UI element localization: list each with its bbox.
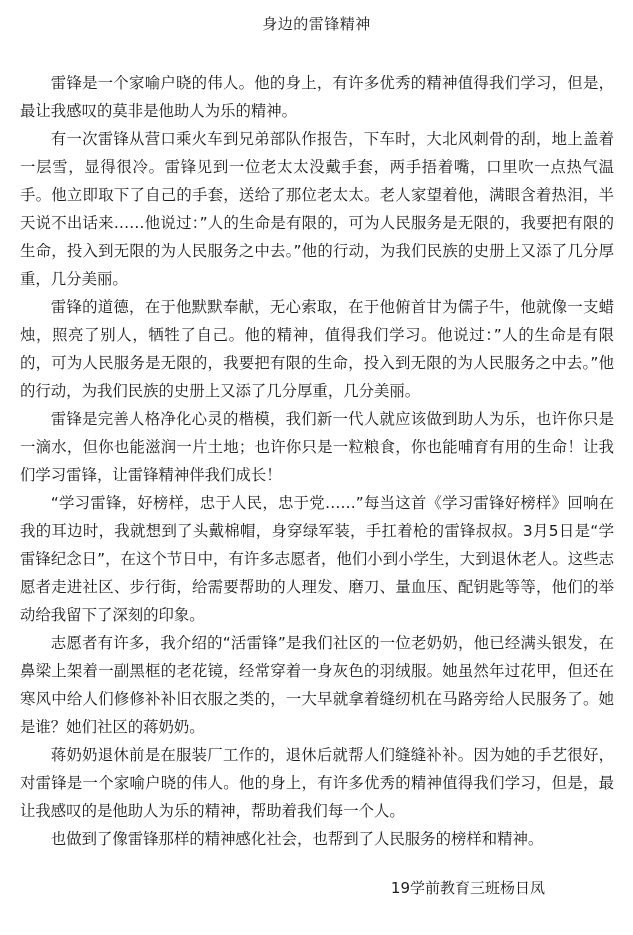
document-body bbox=[20, 69, 614, 853]
paragraph: 志愿者有许多，我介绍的“活雷锋”是我们社区的一位老奶奶，他已经满头银发，在鼻梁上架着一副黑框的老花镜，经常穿着一身灰色的羽绒服。她虽然年过花甲，但还在寒风中给人们修修补补旧衣服之类的，一大早就拿着缝纫机在马路旁给人民服务了。她是谁？她们社区的蒋奶奶。 bbox=[20, 634, 614, 736]
paragraph: 雷锋的道德，在于他默默奉献，无心索取，在于他俯首甘为儒子牛，他就像一支蜡烛，照亮了别人，牺牲了自己。他的精神，值得我们学习。他说过：”人的生命是有限的，可为人民服务是无限的，我要把有限的生命，投入到无限的为人民服务之中去。”他的行动，为我们民族的史册上又添了几分厚重，几分美丽。 bbox=[20, 298, 614, 400]
paragraph: 雷锋是完善人格净化心灵的楷模，我们新一代人就应该做到助人为乐，也许你只是一滴水，但你也能滋润一片土地；也许你只是一粒粮食，你也能哺育有用的生命！让我们学习雷锋，让雷锋精神伴我们成长！ bbox=[20, 410, 614, 484]
paragraph: 蒋奶奶退休前是在服装厂工作的，退休后就帮人们缝缝补补。因为她的手艺很好，对雷锋是一个家喻户晓的伟人。他的身上，有许多优秀的精神值得我们学习，但是，最让我感叹的是他助人为乐的精神，帮助着我们每一个人。 bbox=[20, 746, 614, 820]
paragraph: 也做到了像雷锋那样的精神感化社会，也帮到了人民服务的榜样和精神。 bbox=[50, 830, 544, 848]
author-signature: 19学前教育三班杨日凤 bbox=[390, 879, 545, 897]
document-title: 身边的雷锋精神 bbox=[262, 15, 371, 33]
paragraph: “学习雷锋，好榜样，忠于人民，忠于党……”每当这首《学习雷锋好榜样》回响在我的耳边时，我就想到了头戴棉帽，身穿绿军装，手扛着枪的雷锋叔叔。3月5日是“学雷锋纪念日”，在这个节日中，有许多志愿者，他们小到小学生，大到退休老人。这些志愿者走进社区、步行街，给需要帮助的人理发、磨刀、量血压、配钥匙等等，他们的举动给我留下了深刻的印象。 bbox=[20, 494, 614, 624]
paragraph: 有一次雷锋从营口乘火车到兄弟部队作报告，下车时，大北风刺骨的刮，地上盖着一层雪，显得很冷。雷锋见到一位老太太没戴手套，两手捂着嘴，口里吹一点热气温手。他立即取下了自己的手套，送给了那位老太太。老人家望着他，满眼含着热泪，半天说不出话来……他说过：”人的生命是有限的，可为人民服务是无限的，我要把有限的生命，投入到无限的为人民服务之中去。”他的行动，为我们民族的史册上又添了几分厚重，几分美丽。 bbox=[20, 130, 614, 288]
paragraph: 雷锋是一个家喻户晓的伟人。他的身上，有许多优秀的精神值得我们学习，但是，最让我感叹的莫非是他助人为乐的精神。 bbox=[20, 74, 614, 120]
